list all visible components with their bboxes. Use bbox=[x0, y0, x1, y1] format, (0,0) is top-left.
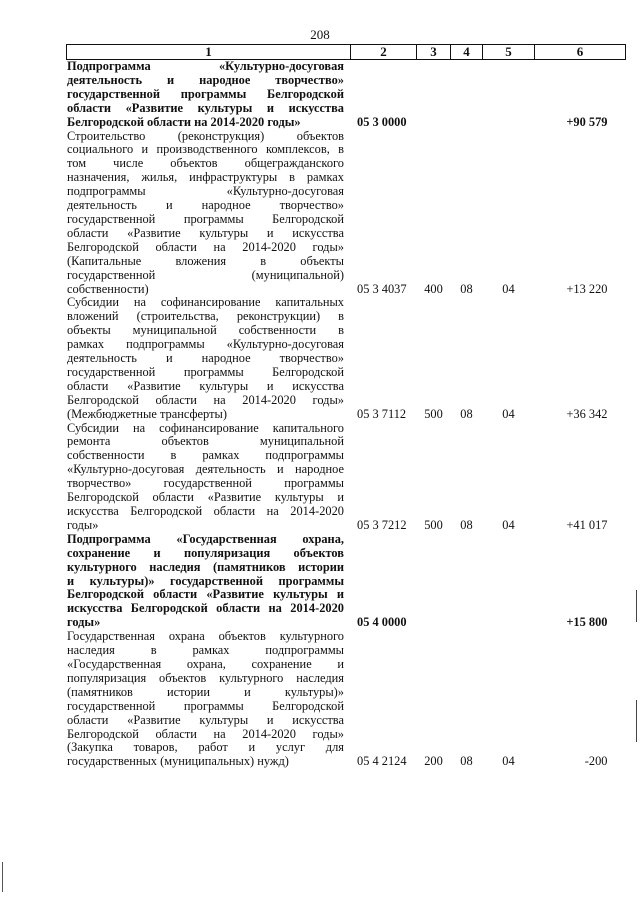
description-line: государственной программы Белгородской bbox=[67, 211, 344, 226]
description-line: собственности в рамках подпрограммы bbox=[67, 448, 344, 463]
description-line: деятельность и народное творчество» bbox=[67, 72, 344, 87]
row-subsection: 04 bbox=[502, 281, 515, 296]
header-col-2: 2 bbox=[351, 45, 417, 60]
row-section: 08 bbox=[460, 406, 473, 421]
table-header-row bbox=[67, 45, 626, 60]
page-number: 208 bbox=[310, 27, 330, 42]
description-line: ремонта объектов муниципальной bbox=[67, 434, 344, 449]
description-line: Белгородской области на 2014-2020 годы» bbox=[67, 726, 344, 741]
description-line: Белгородской области на 2014-2020 годы» bbox=[67, 114, 301, 129]
row-expense-type bbox=[417, 60, 451, 130]
row-description bbox=[67, 130, 351, 297]
row-amount: +36 342 bbox=[566, 406, 608, 421]
description-line: объекты муниципальной собственности в bbox=[67, 323, 344, 338]
header-col-4: 4 bbox=[451, 45, 483, 60]
description-line: культурного наследия (памятников истории bbox=[67, 559, 344, 574]
description-line: деятельность и народное творчество» bbox=[67, 198, 344, 213]
description-line: искусства Белгородской области на 2014-2020 bbox=[67, 504, 344, 518]
row-description bbox=[67, 422, 351, 533]
description-line: социального и производственного комплексов, в bbox=[67, 142, 344, 157]
description-line: области «Развитие культуры и искусства bbox=[67, 225, 344, 240]
description-line: назначения, жилья, инфраструктуры в рамках bbox=[67, 170, 344, 185]
description-line: Субсидии на софинансирование капитального bbox=[67, 420, 344, 435]
description-line: области «Развитие культуры и искусства bbox=[67, 100, 344, 115]
table-row bbox=[67, 533, 626, 630]
table-row bbox=[67, 630, 626, 769]
table-body bbox=[67, 60, 626, 770]
row-expense-type: 500 bbox=[424, 406, 443, 421]
description-line: Подпрограмма «Культурно-досуговая bbox=[67, 59, 344, 73]
description-line: государственной (муниципальной) bbox=[67, 267, 344, 282]
description-line: годы» bbox=[67, 615, 101, 630]
description-line: Белгородской области на 2014-2020 годы» bbox=[67, 392, 344, 407]
header-col-1: 1 bbox=[67, 45, 351, 60]
description-line: государственных (муниципальных) нужд) bbox=[67, 754, 289, 769]
table-row bbox=[67, 422, 626, 533]
description-line: области «Развитие культуры и искусства bbox=[67, 712, 344, 727]
description-line: сохранение и популяризация объектов bbox=[67, 545, 344, 560]
row-description bbox=[67, 533, 351, 630]
description-line: государственной программы Белгородской bbox=[67, 86, 344, 101]
row-description bbox=[67, 60, 351, 130]
row-code: 05 4 2124 bbox=[357, 754, 407, 769]
row-subsection: 04 bbox=[502, 406, 515, 421]
row-section: 08 bbox=[460, 754, 473, 769]
description-line: популяризация объектов культурного наследия bbox=[67, 670, 344, 685]
row-code: 05 3 4037 bbox=[357, 281, 407, 296]
description-line: искусства Белгородской области на 2014-2020 bbox=[67, 601, 344, 616]
header-col-3: 3 bbox=[417, 45, 451, 60]
row-amount: +41 017 bbox=[566, 517, 608, 532]
description-line: области «Развитие культуры и искусства bbox=[67, 378, 344, 393]
description-line: Строительство (реконструкция) объектов bbox=[67, 128, 344, 143]
description-line: Субсидии на софинансирование капитальных bbox=[67, 295, 344, 310]
scan-edge-line bbox=[636, 590, 637, 622]
description-line: собственности) bbox=[67, 281, 149, 296]
description-line: Подпрограмма «Государственная охрана, bbox=[67, 531, 344, 546]
scan-edge-line bbox=[2, 862, 3, 892]
budget-table bbox=[66, 44, 626, 769]
description-line: Государственная охрана объектов культурного bbox=[67, 629, 344, 644]
description-line: государственной программы Белгородской bbox=[67, 698, 344, 713]
table-row bbox=[67, 130, 626, 297]
description-line: (памятников истории и культуры)» bbox=[67, 684, 344, 699]
row-amount: -200 bbox=[584, 754, 608, 769]
row-code: 05 3 7212 bbox=[357, 517, 407, 532]
header-col-5: 5 bbox=[483, 45, 535, 60]
description-line: и культуры)» государственной программы bbox=[67, 573, 344, 588]
description-line: (Капитальные вложения в объекты bbox=[67, 253, 344, 268]
row-description bbox=[67, 630, 351, 769]
row-section: 08 bbox=[460, 517, 473, 532]
description-line: годы» bbox=[67, 517, 99, 532]
row-section bbox=[451, 533, 483, 630]
budget-sheet bbox=[66, 44, 626, 769]
row-expense-type bbox=[417, 533, 451, 630]
table-row bbox=[67, 296, 626, 421]
description-line: подпрограммы «Культурно-досуговая bbox=[67, 184, 344, 199]
row-code: 05 3 7112 bbox=[357, 406, 407, 421]
row-subsection: 04 bbox=[502, 754, 515, 769]
description-line: (Закупка товаров, работ и услуг для bbox=[67, 740, 344, 755]
description-line: творчество» государственной программы bbox=[67, 476, 344, 491]
row-description bbox=[67, 296, 351, 421]
description-line: вложений (строительства, реконструкции) в bbox=[67, 309, 344, 324]
description-line: наследия в рамках подпрограммы bbox=[67, 643, 344, 658]
row-subsection: 04 bbox=[502, 517, 515, 532]
row-code: 05 4 0000 bbox=[357, 615, 407, 630]
table-row bbox=[67, 60, 626, 130]
row-expense-type: 500 bbox=[424, 517, 443, 532]
row-amount: +15 800 bbox=[566, 615, 608, 630]
row-expense-type: 200 bbox=[424, 754, 443, 769]
row-code: 05 3 0000 bbox=[357, 114, 407, 129]
row-amount: +13 220 bbox=[566, 281, 608, 296]
description-line: деятельность и народное творчество» bbox=[67, 351, 344, 366]
row-subsection bbox=[483, 533, 535, 630]
description-line: «Культурно-досуговая деятельность и народное bbox=[67, 462, 344, 477]
row-amount: +90 579 bbox=[566, 114, 608, 129]
description-line: Белгородской области «Развитие культуры и bbox=[67, 490, 344, 505]
row-section: 08 bbox=[460, 281, 473, 296]
description-line: (Межбюджетные трансферты) bbox=[67, 406, 227, 421]
description-line: Белгородской области «Развитие культуры и bbox=[67, 587, 344, 602]
description-line: «Государственная охрана, сохранение и bbox=[67, 656, 344, 671]
description-line: Белгородской области на 2014-2020 годы» bbox=[67, 239, 344, 254]
description-line: рамках подпрограммы «Культурно-досуговая bbox=[67, 337, 344, 352]
row-section bbox=[451, 60, 483, 130]
row-expense-type: 400 bbox=[424, 281, 443, 296]
row-subsection bbox=[483, 60, 535, 130]
description-line: государственной программы Белгородской bbox=[67, 364, 344, 379]
header-col-6: 6 bbox=[535, 45, 626, 60]
scan-edge-line bbox=[636, 700, 637, 742]
description-line: том числе объектов общегражданского bbox=[67, 156, 344, 171]
